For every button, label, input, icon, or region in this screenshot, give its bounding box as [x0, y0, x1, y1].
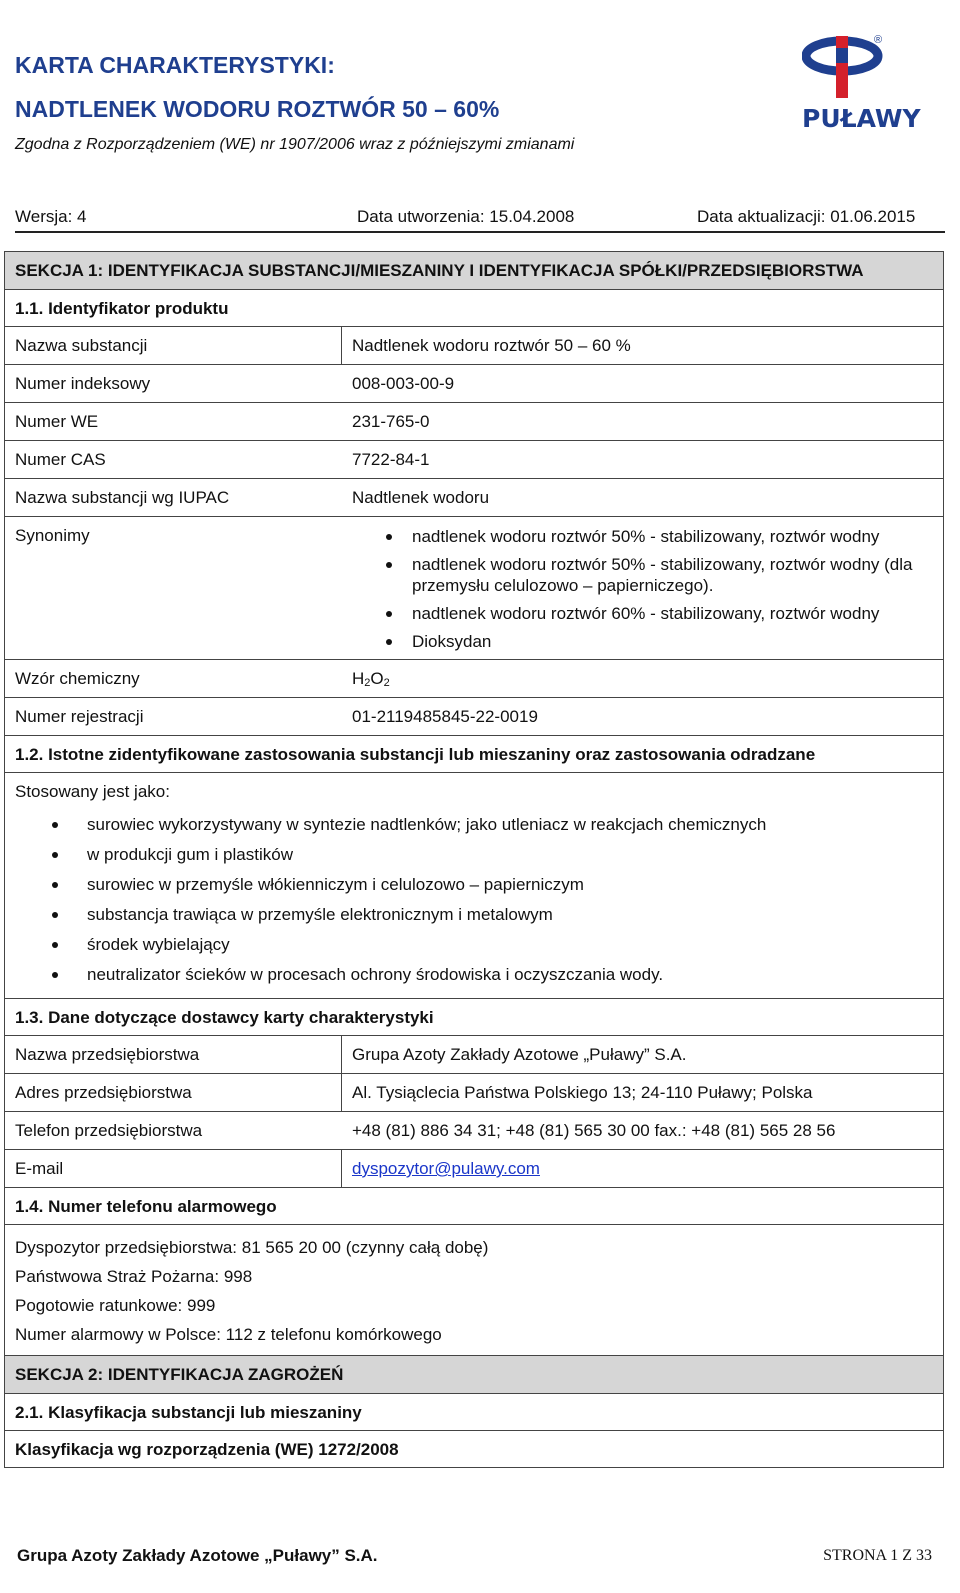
registered-mark: ®	[874, 34, 883, 46]
row-label: Telefon przedsiębiorstwa	[15, 1121, 203, 1140]
row-label: Nazwa substancji wg IUPAC	[15, 488, 230, 507]
synonyms-row	[4, 517, 944, 660]
supplier-row-address	[4, 1074, 944, 1112]
identifier-row-ec	[4, 403, 944, 441]
document-title: KARTA CHARAKTERYSTYKI:	[15, 52, 335, 78]
section-2-heading: SEKCJA 2: IDENTYFIKACJA ZAGROŻEŃ	[4, 1356, 944, 1394]
row-value: 231-765-0	[352, 412, 430, 431]
row-label: Wzór chemiczny	[15, 669, 140, 688]
section-1-heading: SEKCJA 1: IDENTYFIKACJA SUBSTANCJI/MIESZANINY I IDENTYFIKACJA SPÓŁKI/PRZEDSIĘBIORSTWA	[4, 251, 944, 290]
alarm-line: Pogotowie ratunkowe: 999	[15, 1296, 216, 1315]
alarm-line: Dyspozytor przedsiębiorstwa: 81 565 20 00 (czynny całą dobę)	[15, 1238, 489, 1257]
alarm-line: Numer alarmowy w Polsce: 112 z telefonu komórkowego	[15, 1325, 442, 1344]
row-label: Numer indeksowy	[15, 374, 151, 393]
uses-block	[4, 773, 944, 999]
row-value: Al. Tysiąclecia Państwa Polskiego 13; 24-110 Puławy; Polska	[352, 1083, 813, 1102]
list-item: nadtlenek wodoru roztwór 50% - stabilizowany, roztwór wodny	[412, 526, 943, 547]
list-item: w produkcji gum i plastików	[87, 840, 933, 870]
chemical-formula: $H_2O_2$	[352, 669, 390, 689]
supplier-row-email	[4, 1150, 944, 1188]
list-item: surowiec wykorzystywany w syntezie nadtlenków; jako utleniacz w reakcjach chemicznych	[87, 810, 933, 840]
pulawy-logo-icon	[802, 34, 902, 104]
subsection-2-1-heading: 2.1. Klasyfikacja substancji lub mieszaniny	[4, 1394, 944, 1431]
identifier-row-name	[4, 327, 944, 365]
row-value: Nadtlenek wodoru	[352, 488, 490, 507]
row-label: Numer WE	[15, 412, 99, 431]
uses-intro: Stosowany jest jako:	[15, 782, 170, 801]
email-link[interactable]: dyspozytor@pulawy.com	[352, 1159, 540, 1178]
list-item: Dioksydan	[412, 631, 943, 652]
supplier-row-phone	[4, 1112, 944, 1150]
subsection-1-2-heading: 1.2. Istotne zidentyfikowane zastosowania substancji lub mieszaniny oraz zastosowania odradzane	[4, 736, 944, 773]
pulawy-logo	[802, 34, 921, 144]
alarm-line: Państwowa Straż Pożarna: 998	[15, 1267, 253, 1286]
regulation-note: Zgodna z Rozporządzeniem (WE) nr 1907/2006 wraz z późniejszymi zmianami	[15, 136, 575, 153]
list-item: środek wybielający	[87, 930, 933, 960]
list-item: substancja trawiąca w przemyśle elektronicznym i metalowym	[87, 900, 933, 930]
sds-body	[4, 251, 944, 1468]
uses-list	[15, 810, 933, 990]
footer-company: Grupa Azoty Zakłady Azotowe „Puławy” S.A.	[17, 1546, 378, 1565]
list-item: surowiec w przemyśle włókienniczym i celulozowo – papierniczym	[87, 870, 933, 900]
row-value: 01-2119485845-22-0019	[352, 707, 538, 726]
row-label: E-mail	[5, 1150, 342, 1187]
synonyms-list	[342, 526, 943, 652]
logo-text: PUŁAWY	[802, 104, 921, 133]
supplier-row-name	[4, 1036, 944, 1074]
subsection-1-1-heading: 1.1. Identyfikator produktu	[4, 290, 944, 327]
row-label: Numer CAS	[15, 450, 106, 469]
row-label: Nazwa przedsiębiorstwa	[5, 1036, 342, 1073]
row-value: 7722-84-1	[352, 450, 430, 469]
created-date: Data utworzenia: 15.04.2008	[357, 207, 575, 226]
row-label: Synonimy	[15, 526, 90, 545]
row-value: +48 (81) 886 34 31; +48 (81) 565 30 00 fax.: +48 (81) 565 28 56	[352, 1121, 836, 1140]
subsection-1-4-heading: 1.4. Numer telefonu alarmowego	[4, 1188, 944, 1225]
identifier-row-cas	[4, 441, 944, 479]
product-title: NADTLENEK WODORU ROZTWÓR 50 – 60%	[15, 96, 500, 122]
page-number: STRONA 1 Z 33	[823, 1547, 932, 1564]
classification-heading: Klasyfikacja wg rozporządzenia (WE) 1272/2008	[4, 1431, 944, 1468]
row-value: Nadtlenek wodoru roztwór 50 – 60 %	[352, 336, 631, 355]
identifier-row-index	[4, 365, 944, 403]
row-label: Adres przedsiębiorstwa	[5, 1074, 342, 1111]
row-value: Grupa Azoty Zakłady Azotowe „Puławy” S.A.	[352, 1045, 687, 1064]
alarm-block	[4, 1225, 944, 1356]
subsection-1-3-heading: 1.3. Dane dotyczące dostawcy karty charakterystyki	[4, 999, 944, 1036]
row-label: Nazwa substancji	[5, 327, 342, 364]
version: Wersja: 4	[15, 207, 87, 226]
updated-date: Data aktualizacji: 01.06.2015	[697, 207, 916, 226]
header-divider	[15, 231, 945, 233]
list-item: nadtlenek wodoru roztwór 50% - stabilizowany, roztwór wodny (dla przemysłu celulozowo – papierniczego).	[412, 554, 943, 596]
row-value: 008-003-00-9	[352, 374, 455, 393]
list-item: neutralizator ścieków w procesach ochrony środowiska i oczyszczania wody.	[87, 960, 933, 990]
registration-row	[4, 698, 944, 736]
list-item: nadtlenek wodoru roztwór 60% - stabilizowany, roztwór wodny	[412, 603, 943, 624]
row-label: Numer rejestracji	[15, 707, 144, 726]
identifier-row-iupac	[4, 479, 944, 517]
formula-row	[4, 660, 944, 698]
